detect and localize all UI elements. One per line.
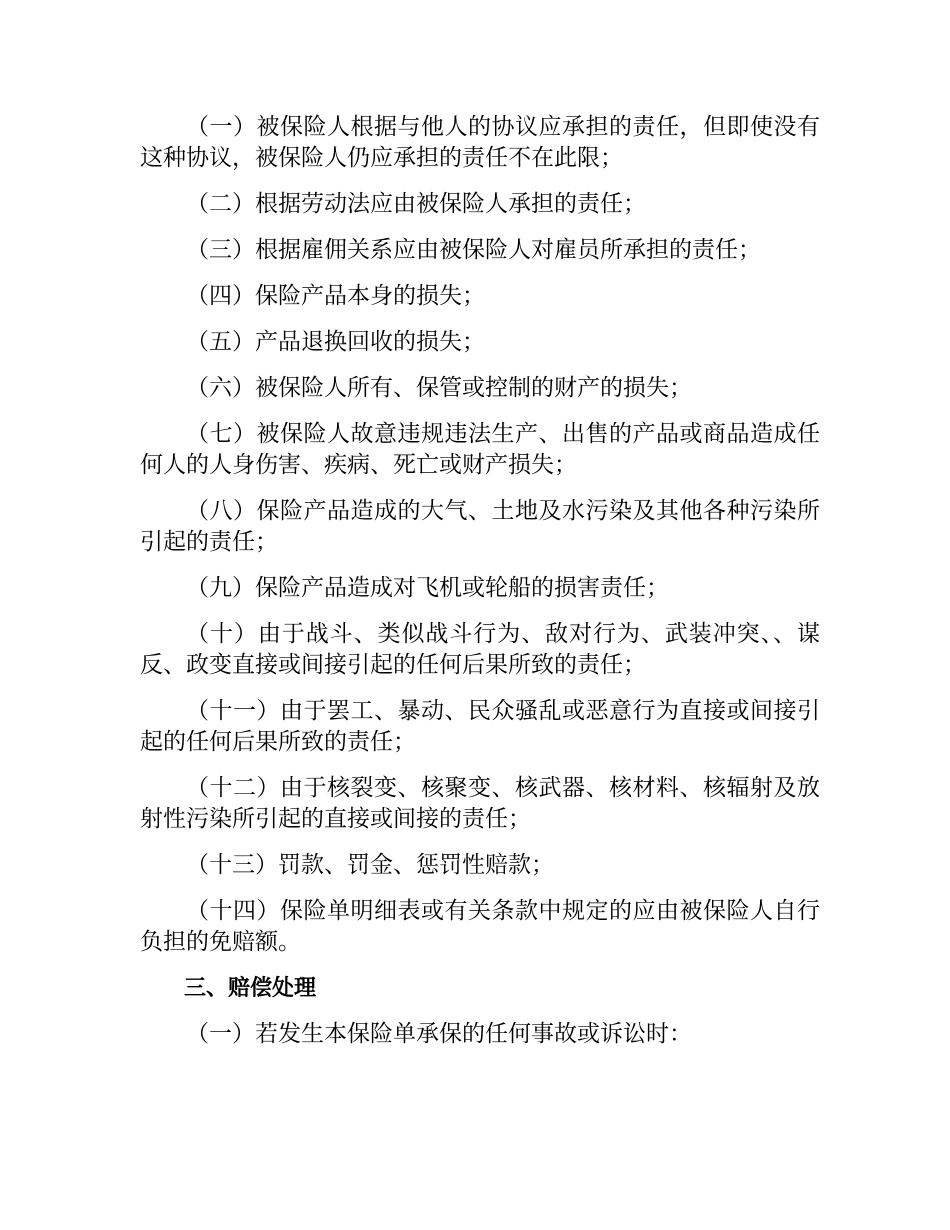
exclusion-item-10: （十）由于战斗、类似战斗行为、敌对行为、武装冲突、、谋反、政变直接或间接引起的任何后果所致的责任； [140, 621, 820, 678]
exclusion-item-14: （十四）保险单明细表或有关条款中规定的应由被保险人自行负担的免赔额。 [140, 898, 820, 955]
exclusion-item-4: （四）保险产品本身的损失； [186, 283, 485, 309]
document-page [140, 112, 820, 1065]
exclusion-item-8: （八）保险产品造成的大气、土地及水污染及其他各种污染所引起的责任； [140, 498, 820, 555]
exclusion-item-11: （十一）由于罢工、暴动、民众骚乱或恶意行为直接或间接引起的任何后果所致的责任； [140, 698, 820, 755]
exclusion-item-2: （二）根据劳动法应由被保险人承担的责任； [186, 191, 646, 217]
section-heading: 三、赔偿处理 [184, 976, 317, 1001]
exclusion-item-13: （十三）罚款、罚金、惩罚性赔款； [186, 852, 554, 878]
claims-item-1: （一）若发生本保险单承保的任何事故或诉讼时： [186, 1021, 692, 1047]
exclusion-item-5: （五）产品退换回收的损失； [186, 329, 485, 355]
exclusion-item-6: （六）被保险人所有、保管或控制的财产的损失； [186, 375, 692, 401]
exclusion-item-12: （十二）由于核裂变、核聚变、核武器、核材料、核辐射及放射性污染所引起的直接或间接的责任； [140, 775, 820, 832]
exclusion-item-1: （一）被保险人根据与他人的协议应承担的责任，但即使没有这种协议，被保险人仍应承担的责任不在此限； [140, 114, 820, 171]
exclusion-item-9: （九）保险产品造成对飞机或轮船的损害责任； [186, 575, 669, 601]
exclusion-item-7: （七）被保险人故意违规违法生产、出售的产品或商品造成任何人的人身伤害、疾病、死亡或财产损失； [140, 421, 820, 478]
exclusion-item-3: （三）根据雇佣关系应由被保险人对雇员所承担的责任； [186, 237, 761, 263]
